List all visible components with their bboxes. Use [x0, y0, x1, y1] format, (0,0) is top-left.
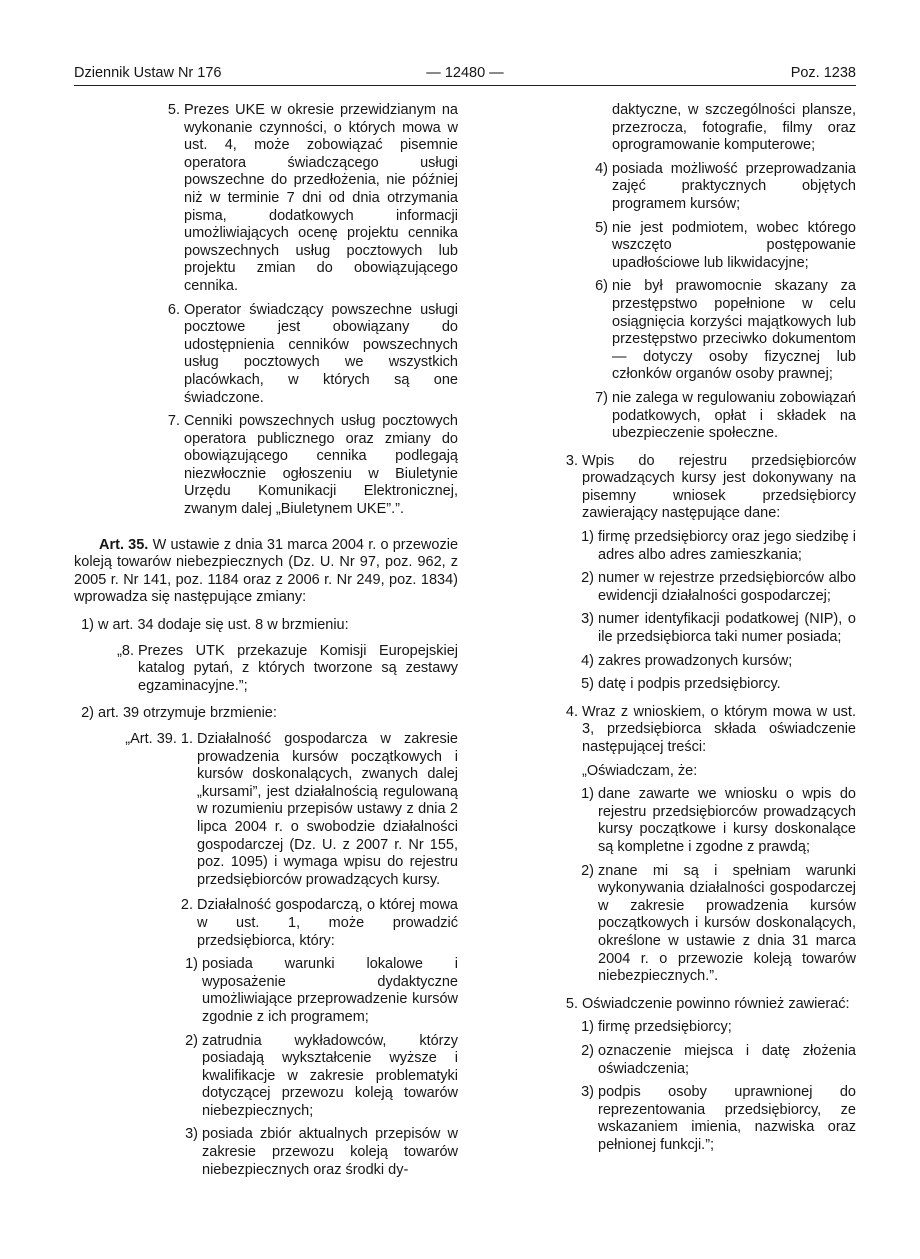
para-text: Wpis do rejestru przedsiębiorców prowadzących kursy jest dokonywany na pisemny wniosek przedsiębiorcy zawierający następujące dane: — [582, 452, 856, 522]
sub-number: 6) — [595, 278, 608, 295]
para-4-quote — [482, 763, 856, 781]
para-5-item-1 — [482, 1019, 856, 1037]
art39-number: „Art. 39. 1. — [125, 731, 193, 747]
para-number: 3. — [565, 452, 578, 469]
article-label: Art. 35. — [99, 536, 149, 553]
sub-item-5 — [482, 220, 856, 273]
item-number: 5. — [167, 102, 180, 118]
item-5 — [74, 102, 458, 296]
para-3-item-1 — [482, 529, 856, 564]
quote-number: „8. — [117, 642, 134, 659]
item-6 — [74, 302, 458, 408]
para-5-item-2 — [482, 1043, 856, 1078]
article-35 — [74, 537, 458, 607]
sub-number: 4) — [595, 160, 608, 177]
sub-text: nie był prawomocnie skazany za przestępstwo popełnione w celu osiągnięcia korzyści majątkowych lub przestępstwo przeciwko dokumentom — dotyczy osoby fizycznej lub członków organów osoby prawnej; — [612, 278, 856, 383]
para-3-item-3 — [482, 611, 856, 646]
item-number: 7. — [167, 413, 180, 430]
sub-number: 5) — [581, 676, 594, 693]
sub-text: znane mi są i spełniam warunki wykonywania działalności gospodarczej w zakresie prowadzenia kursów początkowych i kursów doskonalących, określone w ustawie z dnia 31 marca 2004 r. o przewozie koleją towarów niebezpiecznych.”. — [598, 862, 856, 985]
change-number: 2) — [81, 705, 94, 722]
sub-number: 4) — [581, 652, 594, 669]
sub-number: 2) — [581, 1042, 594, 1059]
sub-number: 1) — [581, 1019, 594, 1036]
sub-text: numer identyfikacji podatkowej (NIP), o ile przedsiębiorca taki numer posiada; — [598, 611, 856, 646]
item-text: Prezes UKE w okresie przewidzianym na wykonanie czynności, o których mowa w ust. 4, może zobowiązać pisemnie operatora świadczącego usługi powszechne do przedłożenia, nie później niż w terminie 7 dni od dnia otrzymania pisma, dodatkowych informacji umożliwiających ocenę projektu cennika powszechnych usług pocztowych lub projektu zmian do obowiązującego cennika. — [184, 102, 458, 294]
page-header — [74, 62, 856, 84]
sub-text: zatrudnia wykładowców, którzy posiadają wykształcenie wyższe i kwalifikacje w zakresie problematyki dotyczącej przewozu koleją towarów niebezpiecznych; — [202, 1032, 458, 1119]
header-rule — [74, 85, 856, 86]
art39-text: Działalność gospodarcza w zakresie prowadzenia kursów początkowych i kursów doskonalących, zwanych dalej „kursami”, jest działalnością regulowaną w rozumieniu przepisów ustawy z dnia 2 lipca 2004 r. o swobodzie działalności gospodarczej (Dz. U. z 2007 r. Nr 155, poz. 1095) i wymaga wpisu do rejestru przedsiębiorców prowadzących kursy. — [197, 731, 458, 888]
sub-text: posiada zbiór aktualnych przepisów w zakresie przewozu koleją towarów niebezpiecznych oraz środki dy- — [202, 1126, 458, 1178]
sub-text: posiada warunki lokalowe i wyposażenie dydaktyczne umożliwiające przeprowadzenie kursów zgodnie z ich programem; — [202, 956, 458, 1025]
sub-number: 1) — [185, 956, 198, 973]
item-text: Cenniki powszechnych usług pocztowych operatora publicznego oraz zmiany do obowiązującego cennika podlegają niezwłocznie ogłoszeniu w Biuletynie Urzędu Komunikacji Elektronicznej, zwanym dalej „Biuletynem UKE”.”. — [184, 413, 458, 518]
sub-item-7 — [482, 390, 856, 443]
sub-item-1 — [74, 956, 458, 1026]
change-number: 1) — [81, 617, 94, 634]
sub-item-4 — [482, 161, 856, 214]
sub-number: 3) — [581, 611, 594, 628]
quote-8 — [74, 643, 458, 696]
article-text: W ustawie z dnia 31 marca 2004 r. o przewozie koleją towarów niebezpiecznych (Dz. U. Nr 97, poz. 962, z 2005 r. Nr 141, poz. 1184 oraz z 2006 r. Nr 249, poz. 1834) wprowadza się następujące zmiany: — [74, 536, 459, 606]
para-number: 2. — [180, 897, 193, 914]
para-number: 4. — [565, 703, 578, 720]
continued-text — [482, 102, 856, 155]
sub-number: 5) — [595, 219, 608, 236]
para-3 — [482, 453, 856, 523]
sub-number: 2) — [185, 1032, 198, 1049]
item-number: 6. — [167, 301, 180, 318]
item-text: Operator świadczący powszechne usługi pocztowe jest obowiązany do udostępnienia cenników powszechnych usług pocztowych we wszystkich placówkach, w których są one świadczone. — [184, 301, 458, 406]
para-text: Oświadczenie powinno również zawierać: — [582, 995, 850, 1012]
journal-title: Dziennik Ustaw Nr 176 — [74, 65, 222, 81]
change-text: w art. 34 dodaje się ust. 8 w brzmieniu: — [98, 617, 349, 634]
para-text: Wraz z wnioskiem, o którym mowa w ust. 3, przedsiębiorca składa oświadczenie następującej treści: — [582, 703, 856, 755]
sub-number: 2) — [581, 862, 594, 879]
para-3-item-2 — [482, 570, 856, 605]
sub-text: posiada możliwość przeprowadzania zajęć praktycznych objętych programem kursów; — [612, 160, 856, 212]
sub-text: oznaczenie miejsca i datę złożenia oświadczenia; — [598, 1042, 856, 1077]
para-4-item-2 — [482, 863, 856, 986]
sub-text: numer w rejestrze przedsiębiorców albo ewidencji działalności gospodarczej; — [598, 570, 856, 604]
sub-number: 3) — [581, 1084, 594, 1101]
para-3-item-5 — [482, 676, 856, 694]
sub-text: zakres prowadzonych kursów; — [598, 652, 793, 669]
sub-text: nie jest podmiotem, wobec którego wszczęto postępowanie upadłościowe lub likwidacyjne; — [612, 219, 856, 271]
sub-text: nie zalega w regulowaniu zobowiązań podatkowych, opłat i składek na ubezpieczenie społeczne. — [612, 389, 856, 442]
art39-para-2 — [74, 897, 458, 950]
right-column — [482, 102, 856, 1160]
sub-text: datę i podpis przedsiębiorcy. — [598, 676, 781, 693]
change-text: art. 39 otrzymuje brzmienie: — [98, 705, 277, 722]
continued-paragraph: daktyczne, w szczególności plansze, przezrocza, fotografie, filmy oraz oprogramowanie komputerowe; — [612, 102, 856, 154]
change-1 — [74, 617, 458, 635]
para-5-item-3 — [482, 1084, 856, 1154]
sub-text: firmę przedsiębiorcy; — [598, 1019, 732, 1036]
sub-text: firmę przedsiębiorcy oraz jego siedzibę i adres albo adres zamieszkania; — [598, 529, 856, 563]
sub-item-2 — [74, 1033, 458, 1121]
para-5 — [482, 996, 856, 1014]
sub-number: 3) — [185, 1126, 198, 1143]
para-number: 5. — [565, 995, 578, 1012]
quote-opening: „Oświadczam, że: — [582, 762, 698, 779]
page-number: — 12480 — — [426, 65, 504, 81]
sub-text: dane zawarte we wniosku o wpis do rejestru przedsiębiorców prowadzących kursy początkowe i kursy doskonalące są kompletne i zgodne z prawdą; — [598, 786, 856, 855]
sub-item-3 — [74, 1126, 458, 1179]
para-4-item-1 — [482, 786, 856, 856]
para-text: Działalność gospodarczą, o której mowa w ust. 1, może prowadzić przedsiębiorca, który: — [197, 897, 458, 949]
art39-para-1 — [74, 731, 458, 889]
sub-item-6 — [482, 278, 856, 384]
item-7 — [74, 413, 458, 519]
quote-text: Prezes UTK przekazuje Komisji Europejskiej katalog pytań, z których tworzone są zestawy egzaminacyjne.”; — [138, 642, 458, 694]
sub-number: 1) — [581, 529, 594, 546]
sub-number: 7) — [595, 389, 608, 406]
sub-text: podpis osoby uprawnionej do reprezentowania przedsiębiorcy, ze wskazaniem imienia, nazwiska oraz pełnionej funkcji.”; — [598, 1084, 856, 1153]
para-4 — [482, 704, 856, 757]
para-3-item-4 — [482, 653, 856, 671]
left-column — [74, 102, 458, 1185]
change-2 — [74, 705, 458, 723]
sub-number: 2) — [581, 570, 594, 587]
sub-number: 1) — [581, 786, 594, 803]
position-number: Poz. 1238 — [790, 65, 856, 81]
